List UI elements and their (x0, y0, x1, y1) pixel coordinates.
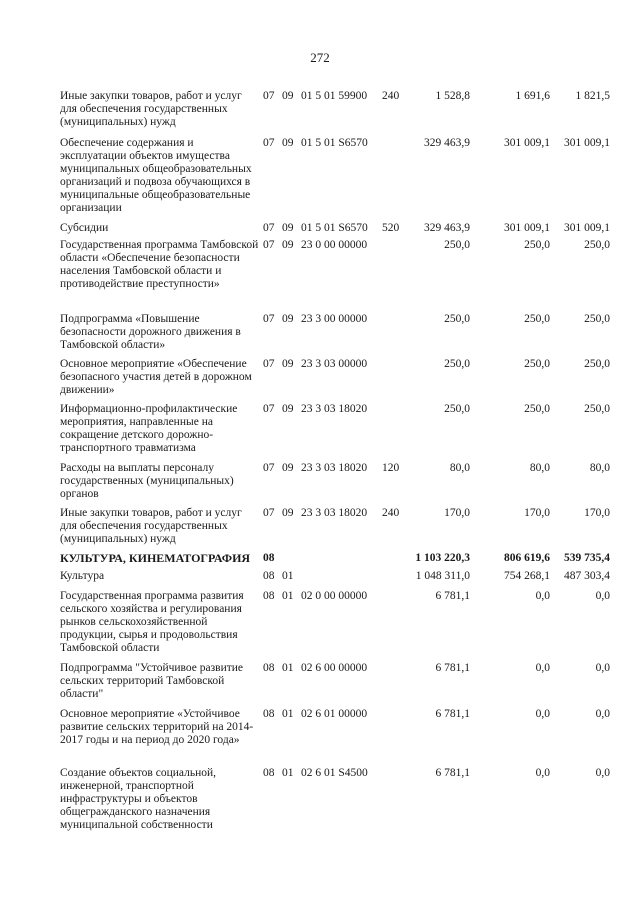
row-expense-type-code: 240 (382, 507, 400, 519)
row-expense-type-code: 520 (382, 222, 400, 234)
row-section-code: 07 (263, 137, 275, 149)
row-section-code: 08 (263, 708, 275, 720)
row-subsection-code: 09 (282, 137, 294, 149)
row-section-code: 07 (263, 507, 275, 519)
row-subsection-code: 01 (282, 708, 294, 720)
row-subsection-code: 09 (282, 90, 294, 102)
row-amount-3: 301 009,1 (564, 137, 610, 149)
row-amount-2: 250,0 (524, 239, 550, 251)
row-amount-3: 170,0 (584, 507, 610, 519)
row-target-code: 23 3 03 18020 (301, 403, 368, 415)
row-amount-1: 250,0 (444, 239, 470, 251)
row-name: Культура (60, 570, 105, 582)
row-section-code: 07 (263, 403, 275, 415)
row-amount-3: 487 303,4 (564, 570, 610, 582)
row-subsection-code: 01 (282, 767, 294, 779)
row-section-code: 08 (263, 570, 275, 582)
row-amount-2: 0,0 (535, 662, 550, 674)
row-target-code: 23 0 00 00000 (301, 239, 368, 251)
row-amount-3: 250,0 (584, 358, 610, 370)
row-section-code: 07 (263, 462, 275, 474)
row-amount-2: 0,0 (535, 767, 550, 779)
row-amount-1: 250,0 (444, 403, 470, 415)
row-name: КУЛЬТУРА, КИНЕМАТОГРАФИЯ (60, 551, 251, 565)
row-section-code: 07 (263, 313, 275, 325)
row-amount-1: 250,0 (444, 358, 470, 370)
row-amount-3: 0,0 (595, 767, 610, 779)
row-name: Расходы на выплаты персоналу государственных (муниципальных) органов (60, 462, 234, 500)
row-amount-1: 6 781,1 (435, 767, 470, 779)
row-subsection-code: 09 (282, 507, 294, 519)
row-amount-1: 1 048 311,0 (415, 570, 470, 582)
row-amount-1: 6 781,1 (435, 708, 470, 720)
row-name: Основное мероприятие «Устойчивое развитие сельских территорий на 2014-2017 годы и на период до 2020 года» (60, 708, 254, 746)
row-target-code: 02 6 00 00000 (301, 662, 368, 674)
row-expense-type-code: 120 (382, 462, 400, 474)
row-amount-2: 754 268,1 (504, 570, 550, 582)
row-name: Государственная программа развития сельского хозяйства и регулирования рынков сельскохозяйственной продукции, сырья и продовольствия Тамбовской области (60, 590, 244, 654)
row-amount-3: 0,0 (595, 590, 610, 602)
row-target-code: 23 3 03 18020 (301, 507, 368, 519)
row-subsection-code: 09 (282, 462, 294, 474)
row-subsection-code: 09 (282, 358, 294, 370)
row-target-code: 23 3 00 00000 (301, 313, 368, 325)
row-section-code: 07 (263, 239, 275, 251)
page-number: 272 (310, 50, 330, 65)
row-amount-3: 80,0 (589, 462, 610, 474)
row-amount-3: 539 735,4 (564, 552, 610, 564)
row-amount-1: 1 528,8 (435, 90, 470, 102)
row-subsection-code: 01 (282, 570, 294, 582)
row-amount-2: 301 009,1 (504, 222, 550, 234)
row-name: Обеспечение содержания и эксплуатации объектов имущества муниципальных общеобразовательных организаций и подвоза обучающихся в муниципальные общеобразовательные организации (60, 137, 252, 214)
row-subsection-code: 09 (282, 313, 294, 325)
row-target-code: 01 5 01 S6570 (301, 137, 368, 149)
row-subsection-code: 01 (282, 590, 294, 602)
row-amount-1: 1 103 220,3 (415, 552, 470, 564)
row-amount-2: 301 009,1 (504, 137, 550, 149)
row-target-code: 02 0 00 00000 (301, 590, 368, 602)
row-amount-3: 0,0 (595, 662, 610, 674)
row-target-code: 02 6 01 00000 (301, 708, 368, 720)
row-section-code: 07 (263, 90, 275, 102)
row-amount-3: 1 821,5 (575, 90, 610, 102)
row-amount-2: 250,0 (524, 403, 550, 415)
row-target-code: 23 3 03 00000 (301, 358, 368, 370)
row-name: Субсидии (60, 222, 109, 234)
row-section-code: 08 (263, 590, 275, 602)
row-subsection-code: 09 (282, 403, 294, 415)
row-subsection-code: 09 (282, 239, 294, 251)
row-expense-type-code: 240 (382, 90, 400, 102)
row-section-code: 08 (263, 767, 275, 779)
row-name: Государственная программа Тамбовской области «Обеспечение безопасности населения Тамбовской области и противодействие преступности» (60, 239, 259, 290)
row-section-code: 08 (263, 662, 275, 674)
row-amount-3: 250,0 (584, 313, 610, 325)
row-subsection-code: 09 (282, 222, 294, 234)
row-target-code: 01 5 01 S6570 (301, 222, 368, 234)
row-amount-2: 170,0 (524, 507, 550, 519)
row-target-code: 01 5 01 59900 (301, 90, 368, 102)
row-target-code: 23 3 03 18020 (301, 462, 368, 474)
row-amount-1: 80,0 (449, 462, 470, 474)
row-section-code: 07 (263, 358, 275, 370)
row-amount-2: 806 619,6 (504, 552, 550, 564)
row-subsection-code: 01 (282, 662, 294, 674)
row-name: Иные закупки товаров, работ и услуг для обеспечения государственных (муниципальных) нужд (60, 507, 242, 545)
row-amount-1: 250,0 (444, 313, 470, 325)
row-amount-2: 80,0 (529, 462, 550, 474)
row-name: Основное мероприятие «Обеспечение безопасного участия детей в дорожном движении» (60, 358, 252, 396)
row-amount-2: 250,0 (524, 358, 550, 370)
row-amount-3: 250,0 (584, 403, 610, 415)
row-target-code: 02 6 01 S4500 (301, 767, 368, 779)
row-section-code: 07 (263, 222, 275, 234)
row-section-code: 08 (263, 552, 275, 564)
row-amount-1: 6 781,1 (435, 662, 470, 674)
row-name: Иные закупки товаров, работ и услуг для обеспечения государственных (муниципальных) нужд (60, 90, 242, 128)
row-name: Создание объектов социальной, инженерной, транспортной инфраструктуры и объектов общегражданского назначения муниципальной собственности (60, 767, 217, 831)
row-amount-3: 0,0 (595, 708, 610, 720)
row-name: Подпрограмма «Повышение безопасности дорожного движения в Тамбовской области» (60, 313, 241, 351)
row-amount-1: 6 781,1 (435, 590, 470, 602)
row-amount-2: 0,0 (535, 590, 550, 602)
row-amount-2: 0,0 (535, 708, 550, 720)
row-amount-2: 250,0 (524, 313, 550, 325)
row-amount-1: 329 463,9 (424, 137, 470, 149)
row-amount-2: 1 691,6 (515, 90, 550, 102)
row-name: Подпрограмма "Устойчивое развитие сельских территорий Тамбовской области" (60, 662, 244, 700)
row-amount-3: 250,0 (584, 239, 610, 251)
row-amount-1: 170,0 (444, 507, 470, 519)
row-amount-3: 301 009,1 (564, 222, 610, 234)
row-name: Информационно-профилактические мероприятия, направленные на сокращение детского дорожно-транспортного травматизма (60, 403, 238, 454)
row-amount-1: 329 463,9 (424, 222, 470, 234)
